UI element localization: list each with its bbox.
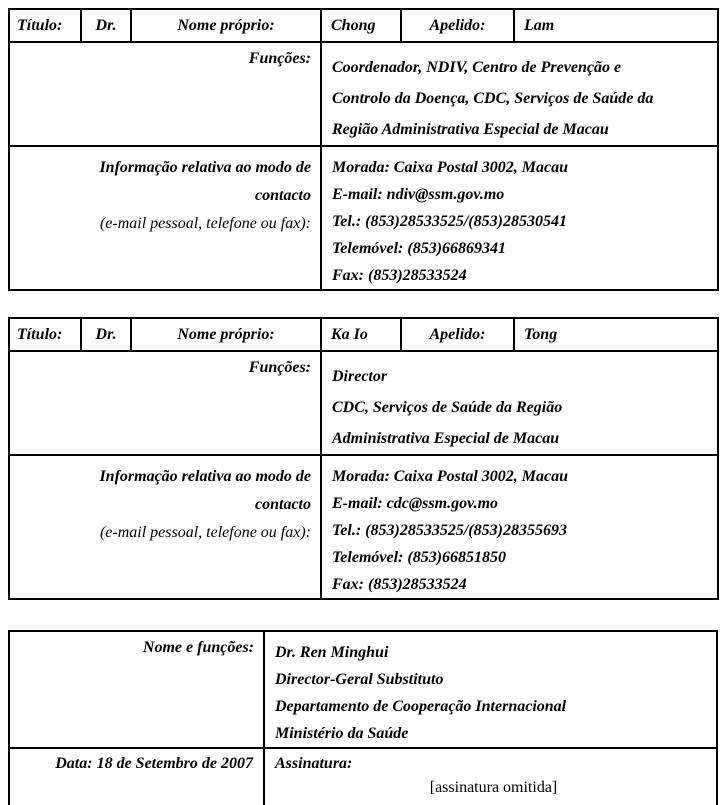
funcoes-line: Controlo da Doença, CDC, Serviços de Saúde da (332, 90, 654, 107)
titulo-value: Dr. (81, 9, 131, 42)
funcoes-line: Administrativa Especial de Macau (332, 430, 560, 447)
table-row (9, 318, 718, 351)
funcoes-value (321, 351, 718, 455)
nome-proprio-value: Ka Io (321, 318, 401, 351)
nome-funcoes-line: Ministério da Saúde (275, 725, 409, 742)
contacto-label-line: Informação relativa ao modo de (99, 468, 311, 485)
nome-funcoes-line: Dr. Ren Minghui (275, 644, 389, 661)
nome-proprio-value: Chong (321, 9, 401, 42)
apelido-label: Apelido: (401, 9, 514, 42)
table-row (9, 748, 717, 805)
nome-proprio-label: Nome próprio: (131, 9, 321, 42)
titulo-label: Título: (9, 318, 81, 351)
morada-line: Morada: Caixa Postal 3002, Macau (332, 159, 569, 176)
contacto-label-line: (e-mail pessoal, telefone ou fax): (99, 215, 311, 232)
funcoes-line: Região Administrativa Especial de Macau (332, 121, 609, 138)
funcoes-line: CDC, Serviços de Saúde da Região (332, 399, 563, 416)
telefone-line: Tel.: (853)28533525/(853)28530541 (332, 213, 567, 230)
titulo-value: Dr. (81, 318, 131, 351)
funcoes-label: Funções: (9, 42, 321, 146)
apelido-value: Lam (514, 9, 718, 42)
table-row (9, 42, 718, 146)
titulo-label: Título: (9, 9, 81, 42)
assinatura-cell (264, 748, 717, 805)
telemovel-line: Telemóvel: (853)66851850 (332, 549, 507, 566)
table-row (9, 351, 718, 455)
contact-table-1 (8, 8, 719, 291)
contacto-value (321, 455, 718, 599)
telefone-line: Tel.: (853)28533525/(853)28355693 (332, 522, 567, 539)
email-line: E-mail: ndiv@ssm.gov.mo (332, 186, 505, 203)
contacto-label-line: contacto (255, 496, 311, 513)
nome-funcoes-label: Nome e funções: (9, 631, 264, 748)
table-row (9, 631, 717, 748)
table-row (9, 455, 718, 599)
assinatura-label: Assinatura: (275, 755, 353, 772)
funcoes-line: Director (332, 368, 388, 385)
apelido-value: Tong (514, 318, 718, 351)
contacto-label (9, 455, 321, 599)
contacto-label-line: (e-mail pessoal, telefone ou fax): (99, 524, 311, 541)
nome-funcoes-line: Departamento de Cooperação Internacional (275, 698, 567, 715)
telemovel-line: Telemóvel: (853)66869341 (332, 240, 507, 257)
apelido-label: Apelido: (401, 318, 514, 351)
fax-line: Fax: (853)28533524 (332, 576, 467, 593)
nome-funcoes-value (264, 631, 717, 748)
morada-line: Morada: Caixa Postal 3002, Macau (332, 468, 569, 485)
nome-proprio-label: Nome próprio: (131, 318, 321, 351)
table-row (9, 146, 718, 290)
fax-line: Fax: (853)28533524 (332, 267, 467, 284)
funcoes-line: Coordenador, NDIV, Centro de Prevenção e (332, 59, 622, 76)
funcoes-value (321, 42, 718, 146)
contacto-label-line: contacto (255, 187, 311, 204)
signature-table (8, 630, 718, 805)
contacto-label-line: Informação relativa ao modo de (99, 159, 311, 176)
email-line: E-mail: cdc@ssm.gov.mo (332, 495, 499, 512)
contacto-value (321, 146, 718, 290)
data-label: Data: 18 de Setembro de 2007 (9, 748, 264, 805)
funcoes-label: Funções: (9, 351, 321, 455)
contacto-label (9, 146, 321, 290)
nome-funcoes-line: Director-Geral Substituto (275, 671, 444, 688)
assinatura-omitida-note: [assinatura omitida] (429, 779, 558, 796)
table-row (9, 9, 718, 42)
contact-table-2 (8, 317, 719, 600)
